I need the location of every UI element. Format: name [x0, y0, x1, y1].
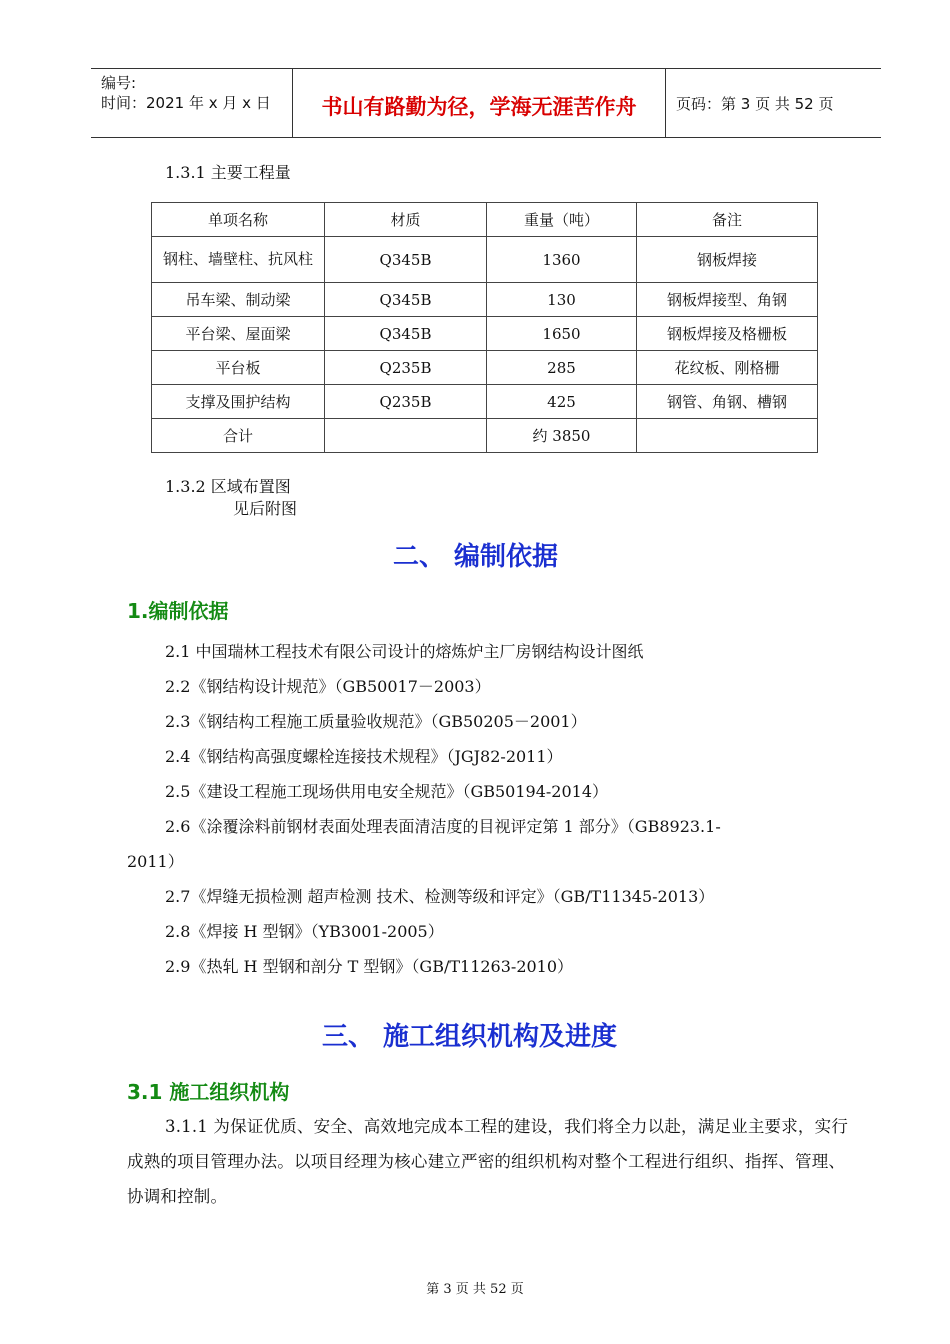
table-header-row	[152, 203, 818, 237]
quantity-table	[151, 202, 818, 453]
header-meta-cell	[91, 69, 293, 137]
header-page-cell	[666, 69, 881, 137]
reference-item: 2.1 中国瑞林工程技术有限公司设计的熔炼炉主厂房钢结构设计图纸	[165, 642, 644, 661]
table-cell	[325, 419, 487, 453]
table-cell: 钢柱、墙壁柱、抗风柱	[152, 237, 325, 283]
chapter-2-heading: 二、 编制依据	[393, 542, 559, 572]
chapter-3-paragraph: 3.1.1 为保证优质、安全、高效地完成本工程的建设，我们将全力以赴，满足业主要求，实行成熟的项目管理办法。以项目经理为核心建立严密的组织机构对整个工程进行组织、指挥、管理、协调和控制。	[127, 1117, 849, 1206]
table-cell: 285	[487, 351, 637, 385]
table-cell: 花纹板、刚格栅	[637, 351, 818, 385]
table-cell: Q235B	[325, 385, 487, 419]
reference-item-continued: 2011）	[127, 852, 184, 871]
table-cell: 1650	[487, 317, 637, 351]
reference-item: 2.4《钢结构高强度螺栓连接技术规程》（JGJ82-2011）	[165, 747, 563, 766]
table-header-cell: 备注	[637, 203, 818, 237]
table-row	[152, 351, 818, 385]
document-time-label: 时间：2021 年 x 月 x 日	[101, 94, 271, 112]
header-motto-cell	[293, 69, 666, 137]
reference-item: 2.2《钢结构设计规范》（GB50017－2003）	[165, 677, 491, 696]
table-cell: 1360	[487, 237, 637, 283]
table-header-cell: 单项名称	[152, 203, 325, 237]
reference-item: 2.8《焊接 H 型钢》（YB3001-2005）	[165, 922, 444, 941]
table-row	[152, 385, 818, 419]
table-cell: 钢板焊接	[637, 237, 818, 283]
section-1-3-1-title: 1.3.1 主要工程量	[165, 163, 291, 182]
section-1-3-2-title: 1.3.2 区域布置图	[165, 477, 291, 496]
table-cell: 平台梁、屋面梁	[152, 317, 325, 351]
table-cell: Q345B	[325, 237, 487, 283]
table-cell: Q235B	[325, 351, 487, 385]
table-row	[152, 317, 818, 351]
page-header	[91, 68, 881, 138]
section-1-3-2-note: 见后附图	[233, 499, 298, 518]
table-header-cell: 材质	[325, 203, 487, 237]
table-total-row	[152, 419, 818, 453]
chapter-3-subheading: 3.1 施工组织机构	[127, 1080, 290, 1104]
table-cell: Q345B	[325, 317, 487, 351]
chapter-3-heading: 三、 施工组织机构及进度	[322, 1022, 618, 1052]
header-page-info: 页码：第 3 页 共 52 页	[676, 95, 834, 113]
table-cell: 钢管、角钢、槽钢	[637, 385, 818, 419]
table-cell: 钢板焊接及格栅板	[637, 317, 818, 351]
reference-item: 2.9《热轧 H 型钢和剖分 T 型钢》（GB/T11263-2010）	[165, 957, 574, 976]
table-cell: 吊车梁、制动梁	[152, 283, 325, 317]
table-cell	[637, 419, 818, 453]
chapter-2-subheading: 1.编制依据	[127, 599, 229, 623]
reference-item: 2.6《涂覆涂料前钢材表面处理表面清洁度的目视评定第 1 部分》（GB8923.1-	[165, 817, 721, 836]
reference-item: 2.3《钢结构工程施工质量验收规范》（GB50205－2001）	[165, 712, 587, 731]
table-cell: 支撑及围护结构	[152, 385, 325, 419]
table-row	[152, 237, 818, 283]
table-cell: 130	[487, 283, 637, 317]
table-header-cell: 重量（吨）	[487, 203, 637, 237]
motto-text: 书山有路勤为径，学海无涯苦作舟	[321, 95, 637, 119]
table-cell: 约 3850	[487, 419, 637, 453]
reference-item: 2.7《焊缝无损检测 超声检测 技术、检测等级和评定》（GB/T11345-2013）	[165, 887, 715, 906]
reference-item: 2.5《建设工程施工现场供用电安全规范》（GB50194-2014）	[165, 782, 609, 801]
table-row	[152, 283, 818, 317]
table-cell: Q345B	[325, 283, 487, 317]
document-number-label: 编号:	[101, 74, 137, 92]
table-cell: 合计	[152, 419, 325, 453]
table-cell: 425	[487, 385, 637, 419]
table-cell: 钢板焊接型、角钢	[637, 283, 818, 317]
page-footer: 第 3 页 共 52 页	[426, 1282, 524, 1297]
table-cell: 平台板	[152, 351, 325, 385]
